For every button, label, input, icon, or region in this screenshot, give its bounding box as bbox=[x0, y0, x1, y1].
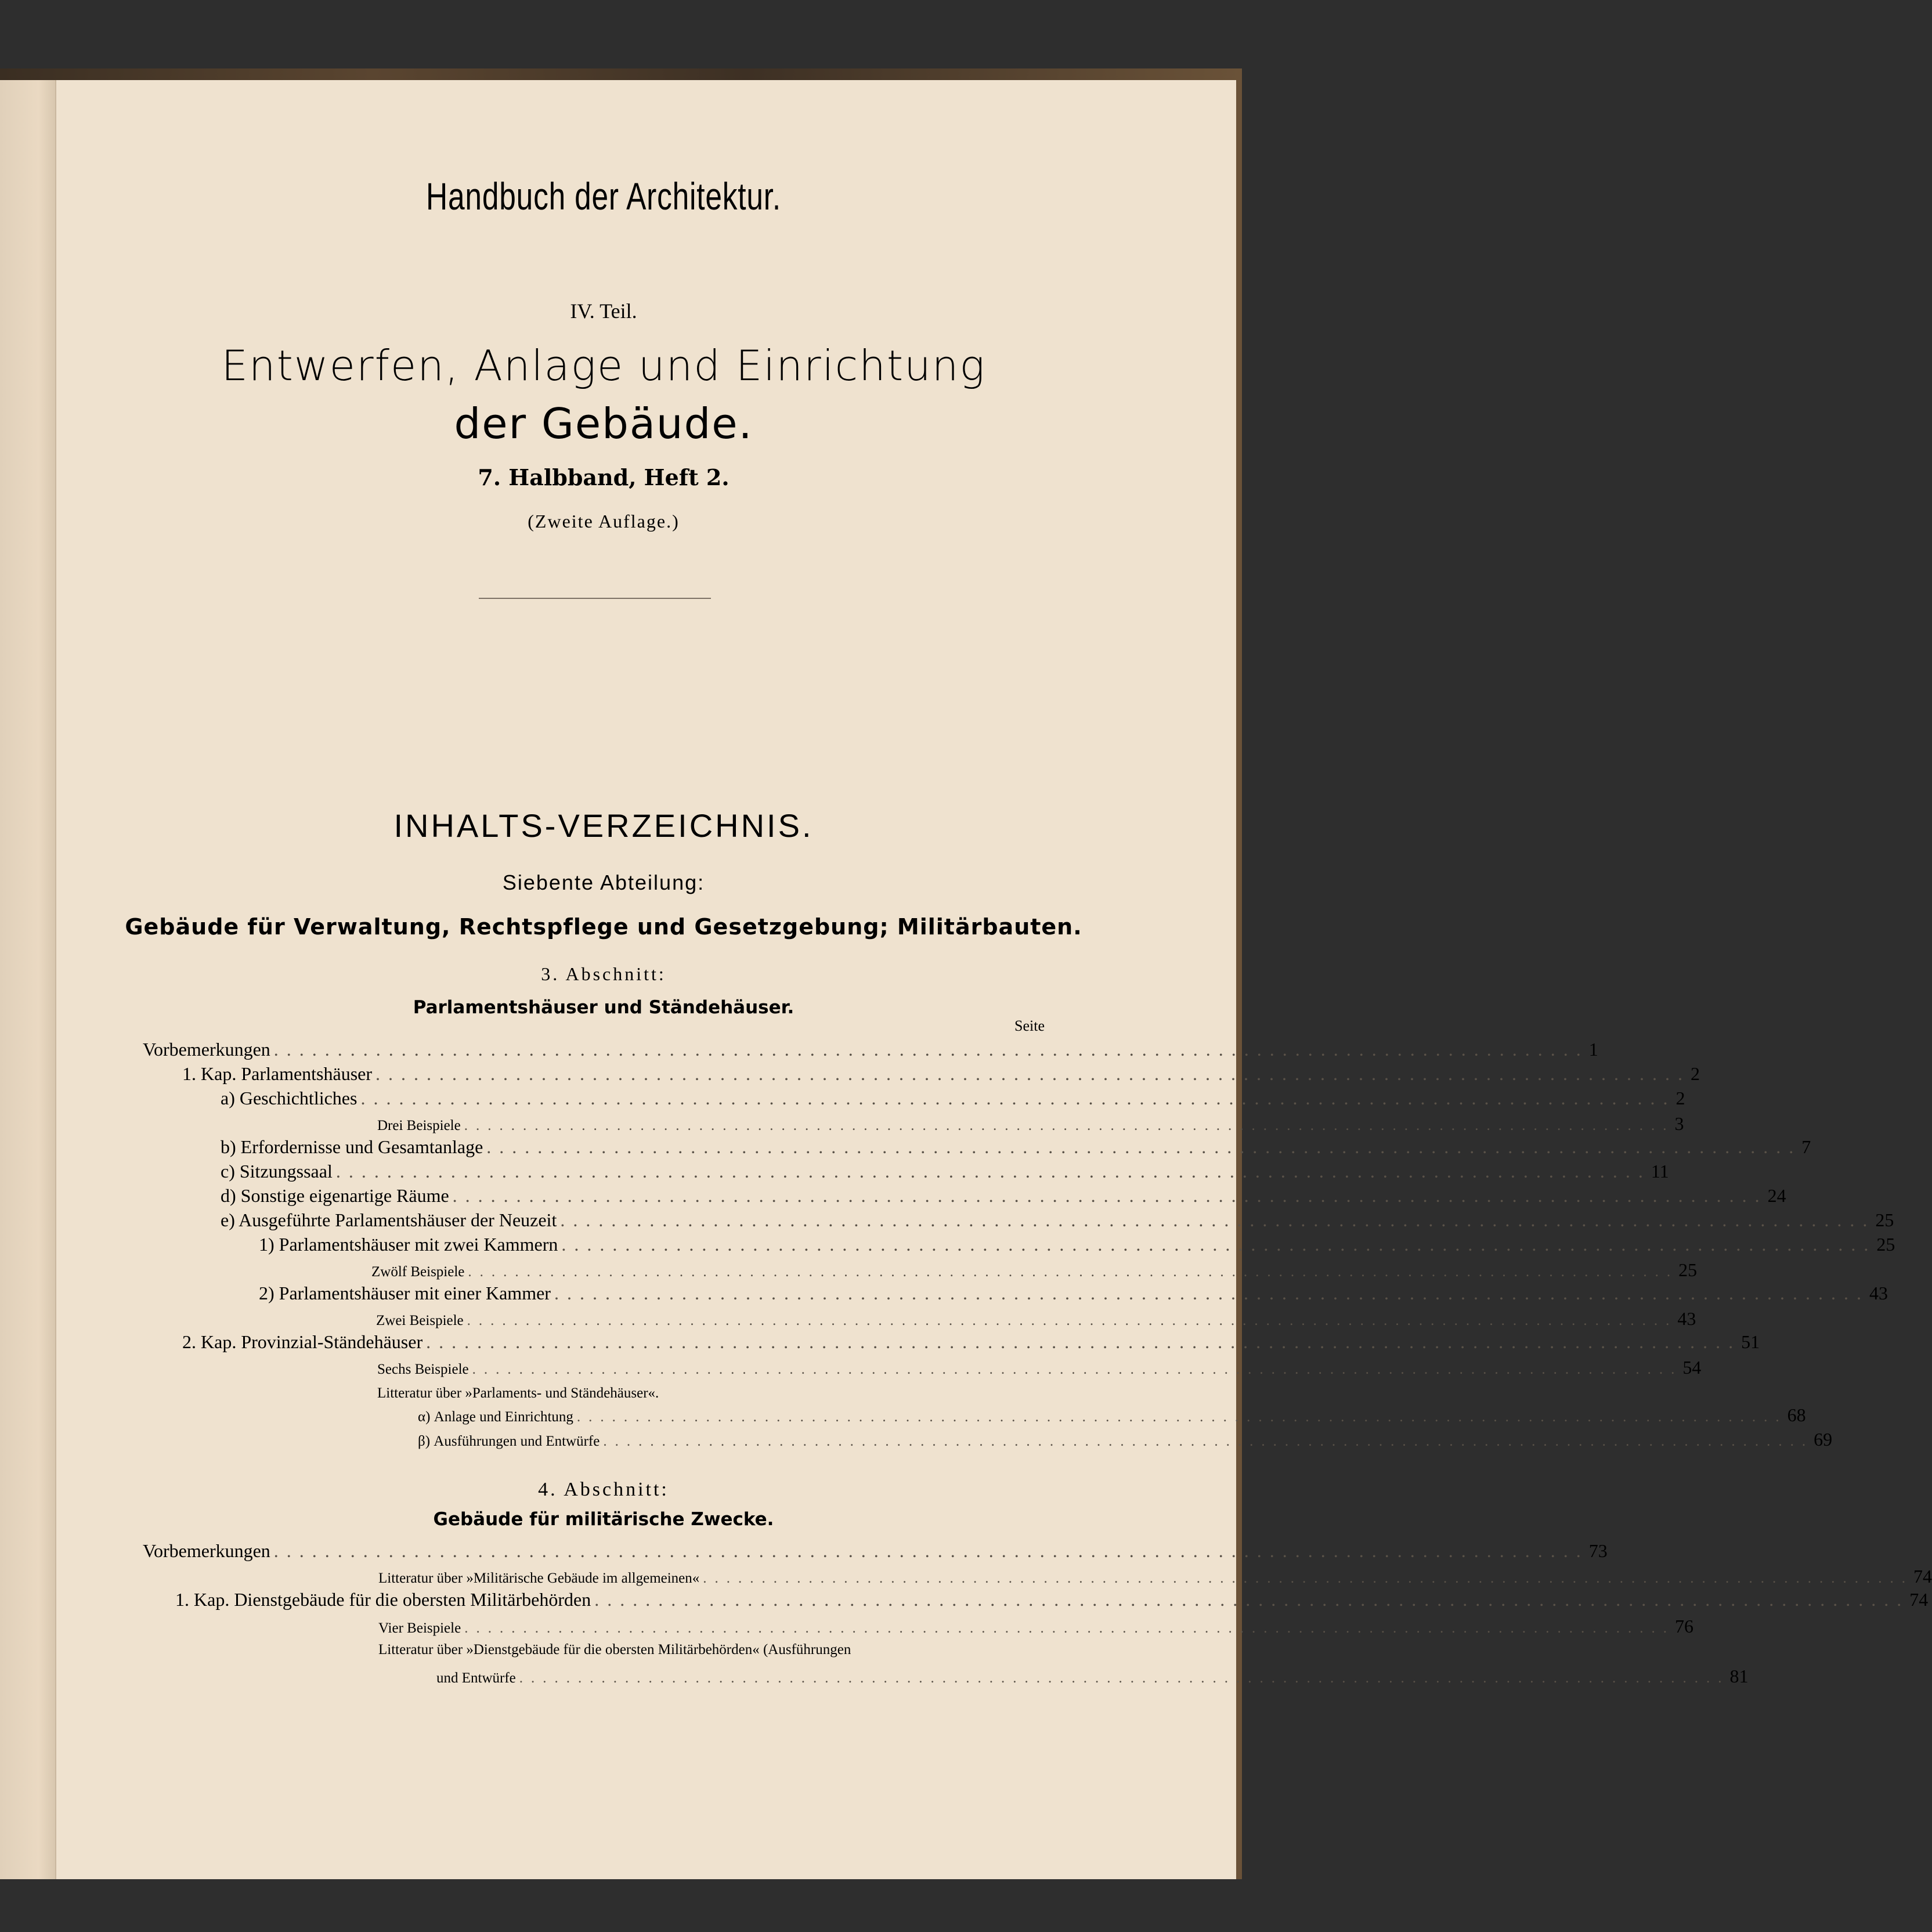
toc-entry-leader: ....................................................................................................... bbox=[273, 1039, 1589, 1060]
toc-entry bbox=[371, 1259, 1698, 1283]
toc-entry-label: e) Ausgeführte Parlamentshäuser der Neuzeit bbox=[221, 1209, 557, 1230]
toc-entry bbox=[377, 1113, 1684, 1136]
book-title: Handbuch der Architektur. bbox=[426, 175, 781, 218]
toc-entry-label: Vier Beispiele bbox=[378, 1620, 461, 1636]
toc-entry-page: 2 bbox=[1675, 1088, 1685, 1108]
toc-entry-label: 2) Parlamentshäuser mit einer Kammer bbox=[259, 1283, 551, 1303]
toc-entry bbox=[221, 1088, 1685, 1111]
toc-entry-page: 43 bbox=[1677, 1308, 1696, 1329]
toc-entry-page: 74 bbox=[1913, 1566, 1932, 1587]
toc-entry-page: 2 bbox=[1691, 1063, 1700, 1084]
toc-entry-page: 68 bbox=[1787, 1404, 1806, 1425]
division-label: Siebente Abteilung: bbox=[502, 871, 705, 894]
toc-entry bbox=[143, 1540, 1608, 1563]
toc-entry bbox=[221, 1136, 1811, 1160]
toc-entry-page: 1 bbox=[1588, 1039, 1598, 1060]
toc-entry-label: und Entwürfe bbox=[436, 1670, 516, 1686]
toc-entry-page: 43 bbox=[1869, 1283, 1888, 1303]
toc-entry-label: β) Ausführungen und Entwürfe bbox=[418, 1433, 600, 1449]
section-4-label: 4. Abschnitt: bbox=[538, 1479, 669, 1500]
toc-entry-leader: ....................................................................................................... bbox=[375, 1063, 1691, 1084]
toc-entry bbox=[418, 1429, 1833, 1452]
toc-entry-leader: ....................................................................................................... bbox=[335, 1161, 1651, 1182]
toc-entry-page: 24 bbox=[1767, 1185, 1786, 1206]
toc-entry-leader: ....................................................................................................... bbox=[273, 1540, 1589, 1561]
toc-entry-label: Zwei Beispiele bbox=[376, 1313, 464, 1328]
toc-literature-note: Litteratur über »Parlaments- und Ständehäuser«. bbox=[377, 1385, 659, 1401]
toc-entry-label: Sechs Beispiele bbox=[377, 1362, 469, 1377]
toc-entry-page: 25 bbox=[1876, 1234, 1895, 1255]
toc-entry-leader: ....................................................................................................... bbox=[360, 1088, 1676, 1108]
toc-entry-leader: ....................................................................................................... bbox=[486, 1136, 1802, 1157]
toc-entry-page: 73 bbox=[1588, 1540, 1608, 1561]
toc-entry-leader: ....................................................................................................... bbox=[561, 1234, 1877, 1255]
toc-entry-leader: ....................................................................................................... bbox=[703, 1570, 1914, 1586]
toc-entry-leader: ....................................................................................................... bbox=[560, 1209, 1876, 1230]
toc-entry-page: 25 bbox=[1875, 1209, 1894, 1230]
toc-entry bbox=[221, 1161, 1669, 1184]
toc-entry-leader: ....................................................................................................... bbox=[603, 1433, 1814, 1449]
toc-entry bbox=[143, 1039, 1598, 1062]
division-title: Gebäude für Verwaltung, Rechtspflege und Gesetzgebung; Militärbauten. bbox=[125, 914, 1082, 940]
toc-entry-leader: ....................................................................................................... bbox=[426, 1331, 1742, 1352]
toc-entry-leader: ....................................................................................................... bbox=[594, 1589, 1910, 1610]
toc-entry-leader: ....................................................................................................... bbox=[472, 1362, 1683, 1377]
part-label: IV. Teil. bbox=[570, 299, 637, 323]
toc-entry bbox=[221, 1209, 1894, 1233]
toc-entry-label: c) Sitzungssaal bbox=[221, 1161, 333, 1182]
toc-entry-label: 1. Kap. Dienstgebäude für die obersten Militärbehörden bbox=[175, 1589, 591, 1610]
toc-entry-label: Vorbemerkungen bbox=[143, 1039, 270, 1060]
toc-entry-page: 69 bbox=[1814, 1429, 1833, 1450]
subtitle-line-1: Entwerfen, Anlage und Einrichtung bbox=[221, 341, 986, 390]
toc-entry bbox=[182, 1063, 1700, 1086]
toc-entry-label: d) Sonstige eigenartige Räume bbox=[221, 1185, 449, 1206]
toc-entry bbox=[175, 1589, 1929, 1612]
toc-entry-label: 1. Kap. Parlamentshäuser bbox=[182, 1063, 373, 1084]
toc-entry bbox=[221, 1185, 1786, 1208]
toc-entry-label: Vorbemerkungen bbox=[143, 1540, 270, 1561]
edition-label: (Zweite Auflage.) bbox=[528, 511, 680, 532]
toc-entry bbox=[259, 1283, 1888, 1306]
toc-entry bbox=[182, 1331, 1760, 1355]
divider-rule bbox=[479, 598, 711, 599]
toc-entry bbox=[378, 1566, 1932, 1589]
toc-entry-label: 1) Parlamentshäuser mit zwei Kammern bbox=[259, 1234, 558, 1255]
toc-entry bbox=[378, 1616, 1693, 1639]
toc-entry bbox=[259, 1234, 1895, 1257]
toc-entry-page: 76 bbox=[1674, 1616, 1693, 1637]
toc-entry-label: α) Anlage und Einrichtung bbox=[418, 1409, 573, 1425]
toc-entry-leader: ....................................................................................................... bbox=[467, 1313, 1678, 1328]
toc-entry-label: b) Erfordernisse und Gesamtanlage bbox=[221, 1136, 483, 1157]
toc-entry-leader: ....................................................................................................... bbox=[468, 1264, 1679, 1280]
toc-entry-leader: ....................................................................................................... bbox=[464, 1118, 1675, 1133]
toc-entry-page: 25 bbox=[1678, 1259, 1698, 1280]
toc-entry-leader: ....................................................................................................... bbox=[554, 1283, 1869, 1303]
page-column-header: Seite bbox=[1014, 1017, 1045, 1034]
toc-entry-label: Drei Beispiele bbox=[377, 1118, 461, 1133]
toc-entry bbox=[418, 1404, 1806, 1428]
toc-entry-label: 2. Kap. Provinzial-Ständehäuser bbox=[182, 1331, 423, 1352]
toc-entry-leader: ....................................................................................................... bbox=[452, 1185, 1768, 1206]
toc-entry-page: 74 bbox=[1909, 1589, 1929, 1610]
subtitle-line-2: der Gebäude. bbox=[454, 399, 753, 448]
toc-entry-page: 54 bbox=[1682, 1357, 1702, 1378]
toc-entry-leader: ....................................................................................................... bbox=[576, 1409, 1787, 1425]
toc-entry-leader: ....................................................................................................... bbox=[519, 1670, 1730, 1686]
section-3-label: 3. Abschnitt: bbox=[541, 963, 666, 984]
section-3-title: Parlamentshäuser und Ständehäuser. bbox=[413, 997, 795, 1018]
toc-entry-leader: ....................................................................................................... bbox=[464, 1620, 1675, 1636]
toc-entry bbox=[377, 1357, 1702, 1380]
toc-entry bbox=[436, 1666, 1749, 1689]
toc-heading: INHALTS-VERZEICHNIS. bbox=[393, 807, 814, 844]
toc-entry-page: 7 bbox=[1801, 1136, 1811, 1157]
toc-entry-label: Zwölf Beispiele bbox=[371, 1264, 465, 1280]
toc-entry-page: 51 bbox=[1741, 1331, 1760, 1352]
toc-entry-label: Litteratur über »Militärische Gebäude im allgemeinen« bbox=[378, 1570, 700, 1586]
toc-entry-page: 3 bbox=[1674, 1113, 1684, 1134]
toc-entry bbox=[376, 1308, 1696, 1331]
section-4-title: Gebäude für militärische Zwecke. bbox=[433, 1509, 774, 1530]
toc-entry-label: a) Geschichtliches bbox=[221, 1088, 357, 1108]
toc-entry-page: 11 bbox=[1651, 1161, 1669, 1182]
toc-literature-note: Litteratur über »Dienstgebäude für die obersten Militärbehörden« (Ausführungen bbox=[378, 1642, 851, 1657]
toc-entry-page: 81 bbox=[1729, 1666, 1749, 1687]
halbband-label: 7. Halbband, Heft 2. bbox=[478, 464, 730, 490]
